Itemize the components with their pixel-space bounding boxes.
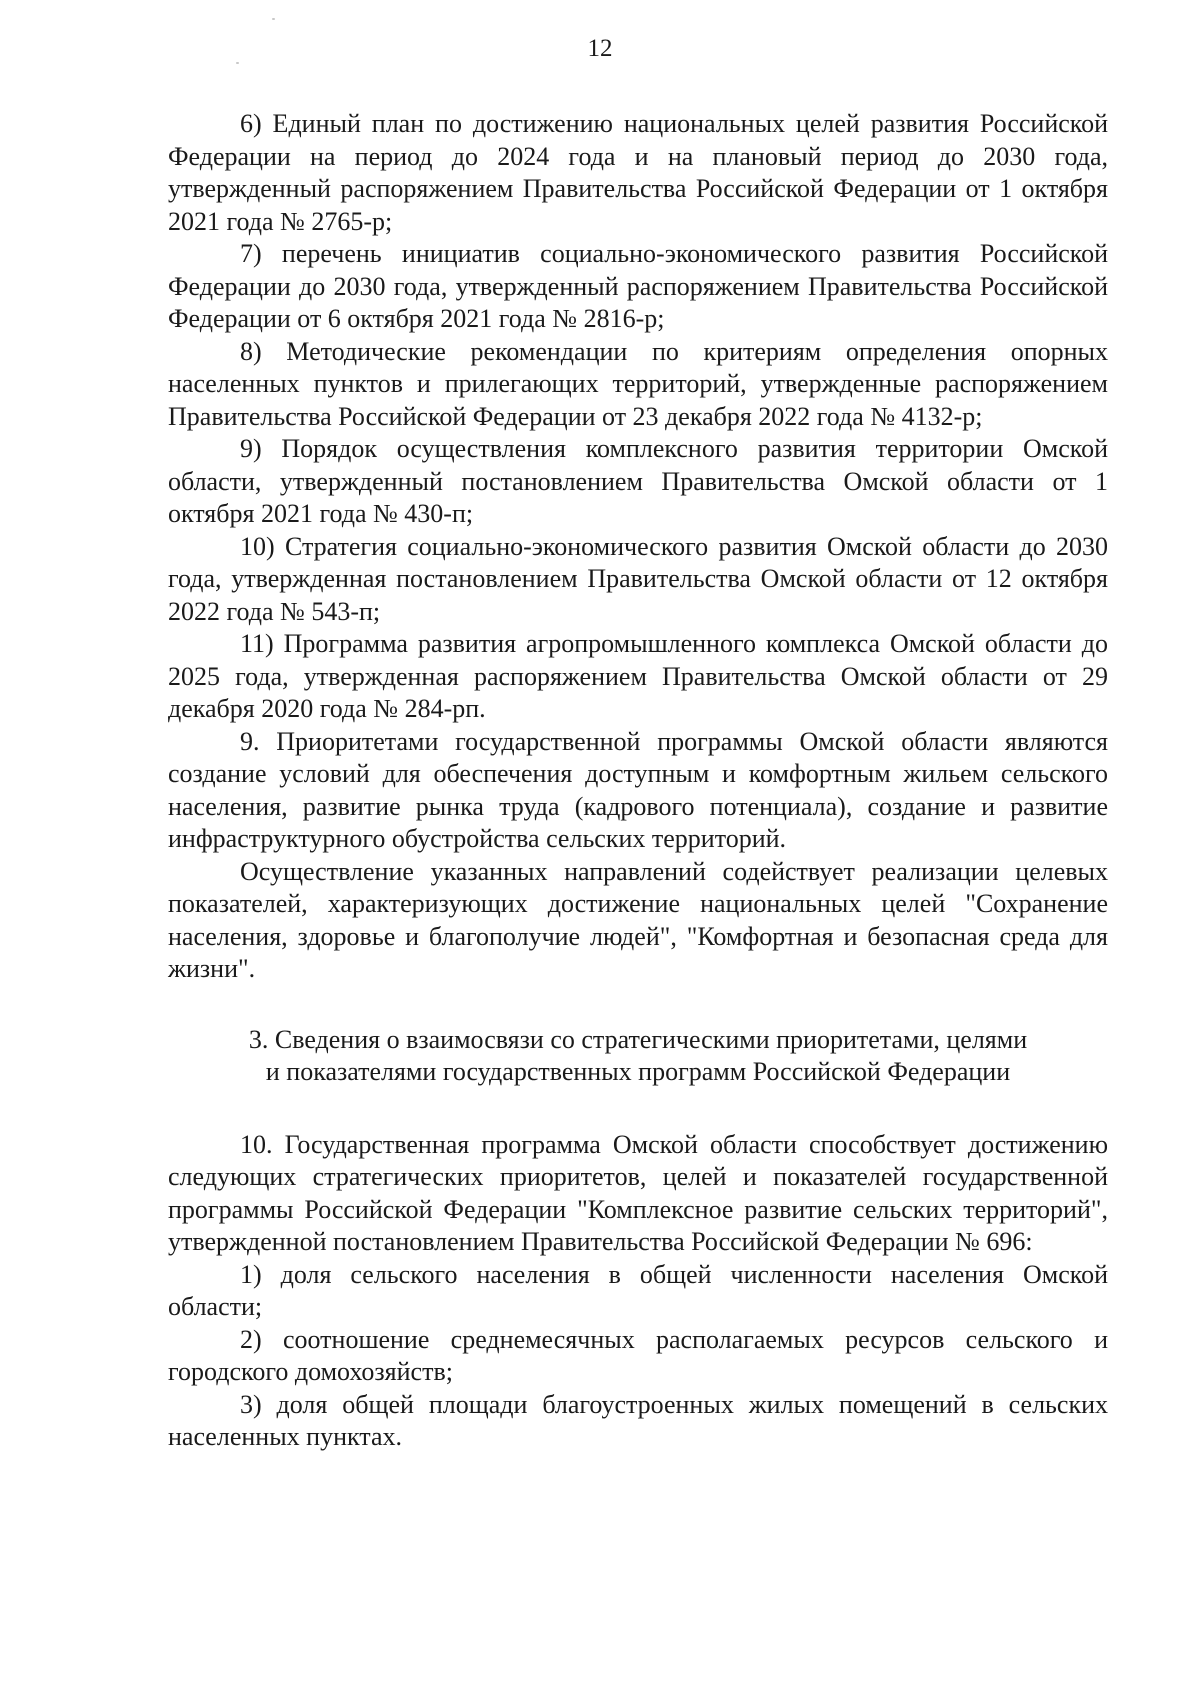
paragraph-item-9: 9) Порядок осуществления комплексного развития территории Омской области, утвержденный постановлением Правительства Омской области от 1 октября 2021 года № 430-п; <box>168 434 1108 528</box>
page-number: 12 <box>587 35 613 62</box>
scan-speck <box>272 18 275 20</box>
paragraph-state-program: 10. Государственная программа Омской области способствует достижению следующих стратегических приоритетов, целей и показателей государственной программы Российской Федерации "Комплексное развитие сельских территорий", утвержденной постановлением Правительства Российской Федерации № 696: <box>168 1129 1108 1256</box>
paragraph-item-8: 8) Методические рекомендации по критериям определения опорных населенных пунктов и прилегающих территорий, утвержденные распоряжением Правительства Российской Федерации от 23 декабря 2022 года № 4132-р; <box>168 336 1108 431</box>
paragraph-item-6: 6) Единый план по достижению национальных целей развития Российской Федерации на период до 2024 года и на плановый период до 2030 года, утвержденный распоряжением Правительства Российской Федерации от 1 октября 2021 года № 2765-р; <box>168 109 1108 236</box>
paragraph-item-7: 7) перечень инициатив социально-экономического развития Российской Федерации до 2030 года, утвержденный распоряжением Правительства Российской Федерации от 6 октября 2021 года № 2816-р; <box>168 239 1108 333</box>
document-body <box>168 108 1108 1454</box>
section-heading <box>168 1024 1108 1089</box>
paragraph-priorities: 9. Приоритетами государственной программы Омской области являются создание условий для обеспечения доступным и комфортным жильем сельского населения, развитие рынка труда (кадрового потенциала), создание и развитие инфраструктурного обустройства сельских территорий. <box>168 726 1108 853</box>
section-heading-line-1: 3. Сведения о взаимосвязи со стратегическими приоритетами, целями <box>248 1024 1028 1054</box>
paragraph-item-11: 11) Программа развития агропромышленного комплекса Омской области до 2025 года, утвержденная распоряжением Правительства Омской области от 29 декабря 2020 года № 284-рп. <box>168 629 1108 723</box>
paragraph-indicator-3: 3) доля общей площади благоустроенных жилых помещений в сельских населенных пунктах. <box>168 1389 1108 1451</box>
paragraph-indicator-1: 1) доля сельского населения в общей численности населения Омской области; <box>168 1259 1108 1321</box>
paragraph-item-10: 10) Стратегия социально-экономического развития Омской области до 2030 года, утвержденная постановлением Правительства Омской области от 12 октября 2022 года № 543-п; <box>168 531 1108 626</box>
paragraph-implementation: Осуществление указанных направлений содействует реализации целевых показателей, характеризующих достижение национальных целей "Сохранение населения, здоровье и благополучие людей", "Комфортная и безопасная среда для жизни". <box>168 856 1108 983</box>
paragraph-indicator-2: 2) соотношение среднемесячных располагаемых ресурсов сельского и городского домохозяйств; <box>168 1324 1108 1386</box>
section-heading-line-2: и показателями государственных программ Российской Федерации <box>265 1057 1011 1086</box>
